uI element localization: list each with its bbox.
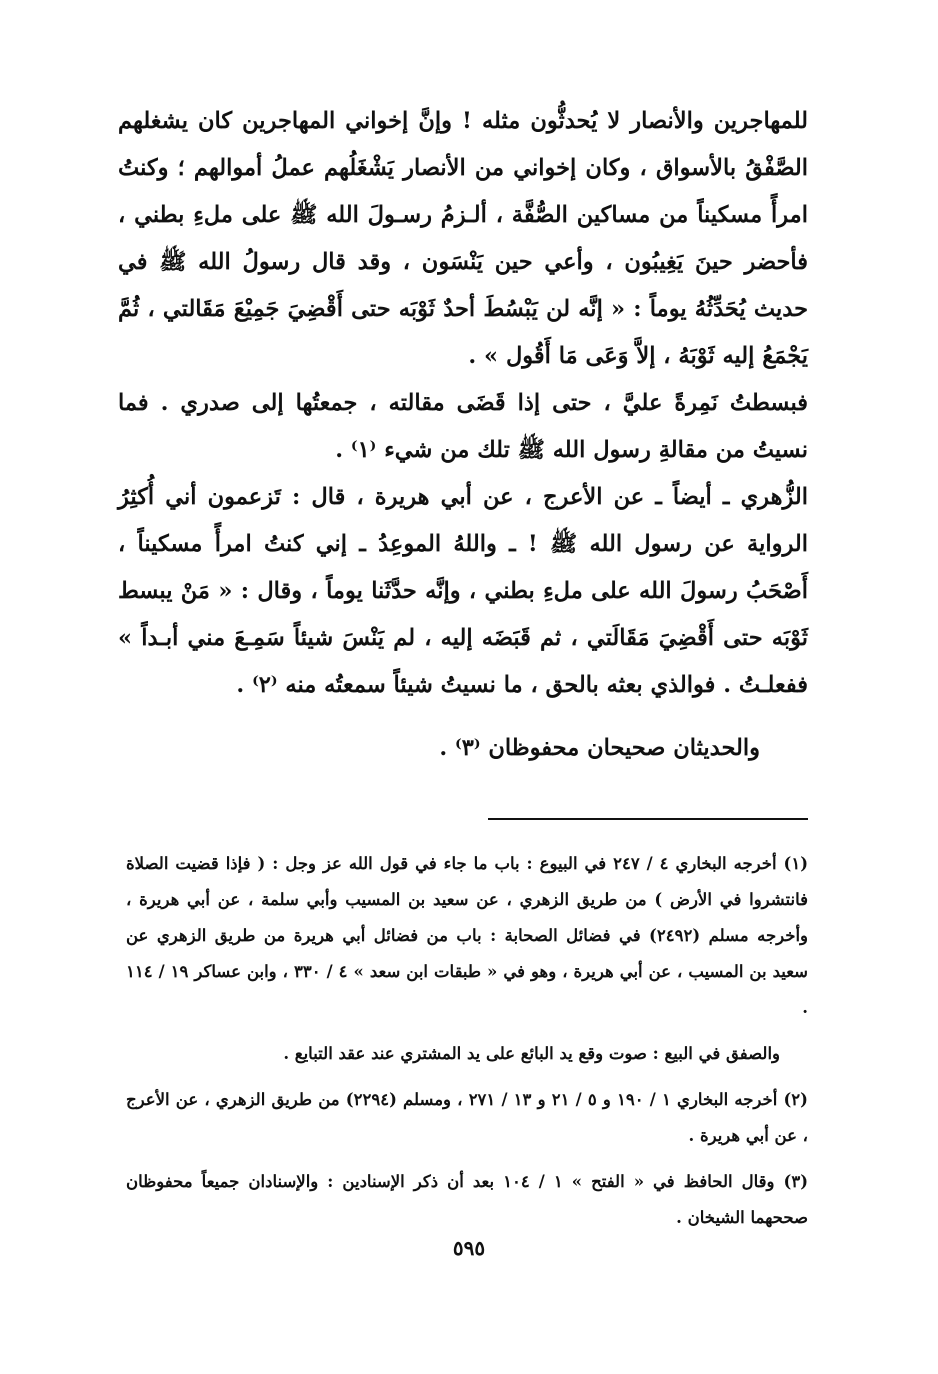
main-text-block (118, 98, 808, 772)
footnotes-block (126, 846, 808, 1246)
paragraph-spread-garment: فبسطتُ نَمِرةً عليَّ ، حتى إذا قَضَى مقالته ، جمعتُها إلى صدري . فما نسيتُ من مقالةِ رسول الله ﷺ تلك من شيء ⁽١⁾ . (118, 390, 808, 463)
footnote-1: (١) أخرجه البخاري ٤ / ٢٤٧ في البيوع : باب ما جاء في قول الله عز وجل : ( فإذا قضيت الصلاة فانتشروا في الأرض ) من طريق الزهري ، عن سعيد بن المسيب وأبي سلمة ، عن أبي هريرة ، وأخرجه مسلم (٢٤٩٢) في فضائل الصحابة : باب من فضائل أبي هريرة من طريق الزهري عن سعيد بن المسيب ، عن أبي هريرة ، وهو في « طبقات ابن سعد » ٤ / ٣٣٠ ، وابن عساكر ١٩ / ١١٤ . (126, 854, 809, 1017)
footnote-3: (٣) وقال الحافظ في « الفتح » ١ / ١٠٤ بعد أن ذكر الإسنادين : والإسنادان جميعاً محفوظان صححهما الشيخان . (126, 1172, 808, 1227)
footnote-separator (488, 818, 808, 820)
paragraph-zuhri-narration: الزُّهري ـ أيضاً ـ عن الأعرج ، عن أبي هريرة ، قال : تَزعمون أني أُكثِرُ الرواية عن رسول الله ﷺ ! ـ واللهُ الموعِدُ ـ إني كنتُ امرأً مسكيناً ، أَصْحَبُ رسولَ الله على ملءِ بطني ، وإنَّه حدَّثَنا يوماً ، وقال : « مَنْ يبسط ثَوْبَه حتى أَقْضِيَ مَقَالَتي ، ثم قَبَضَه إليه ، لم يَنْسَ شيئاً سَمِـعَ مني أبـداً » ففعلـتُ . فوالذي بعثه بالحق ، ما نسيتُ شيئاً سمعتُه منه ⁽٢⁾ . (118, 484, 808, 698)
page-number: ٥٩٥ (452, 1236, 486, 1260)
footnote-1-note: والصفق في البيع : صوت وقع يد البائع على يد المشتري عند عقد التبايع . (283, 1044, 780, 1063)
paragraph-closing-verdict: والحديثان صحيحان محفوظان ⁽٣⁾ . (439, 735, 760, 761)
paragraph-hadith-intro: للمهاجرين والأنصار لا يُحدثُّون مثله ! وإنَّ إخواني المهاجرين كان يشغلهم الصَّفْقُ بالأسواق ، وكان إخواني من الأنصار يَشْغَلُهم عملُ أموالهم ؛ وكنتُ امرأً مسكيناً من مساكين الصُّفَّة ، ألـزمُ رسـولَ الله ﷺ على ملءِ بطني ، فأحضر حينَ يَغِيبُون ، وأعي حين يَنْسَون ، وقد قال رسولُ الله ﷺ في حديث يُحَدِّثُهُ يوماً : « إنَّه لن يَبْسُطَ أحدٌ ثَوْبَه حتى أَقْضِيَ جَمِيْعَ مَقَالتي ، ثُمَّ يَجْمَعُ إليه ثَوْبَهُ ، إلاَّ وَعَى مَا أَقُول » . (118, 108, 808, 369)
footnote-2: (٢) أخرجه البخاري ١ / ١٩٠ و ٥ / ٢١ و ١٣ / ٢٧١ ، ومسلم (٢٢٩٤) من طريق الزهري ، عن الأعرج ، عن أبي هريرة . (126, 1090, 808, 1145)
